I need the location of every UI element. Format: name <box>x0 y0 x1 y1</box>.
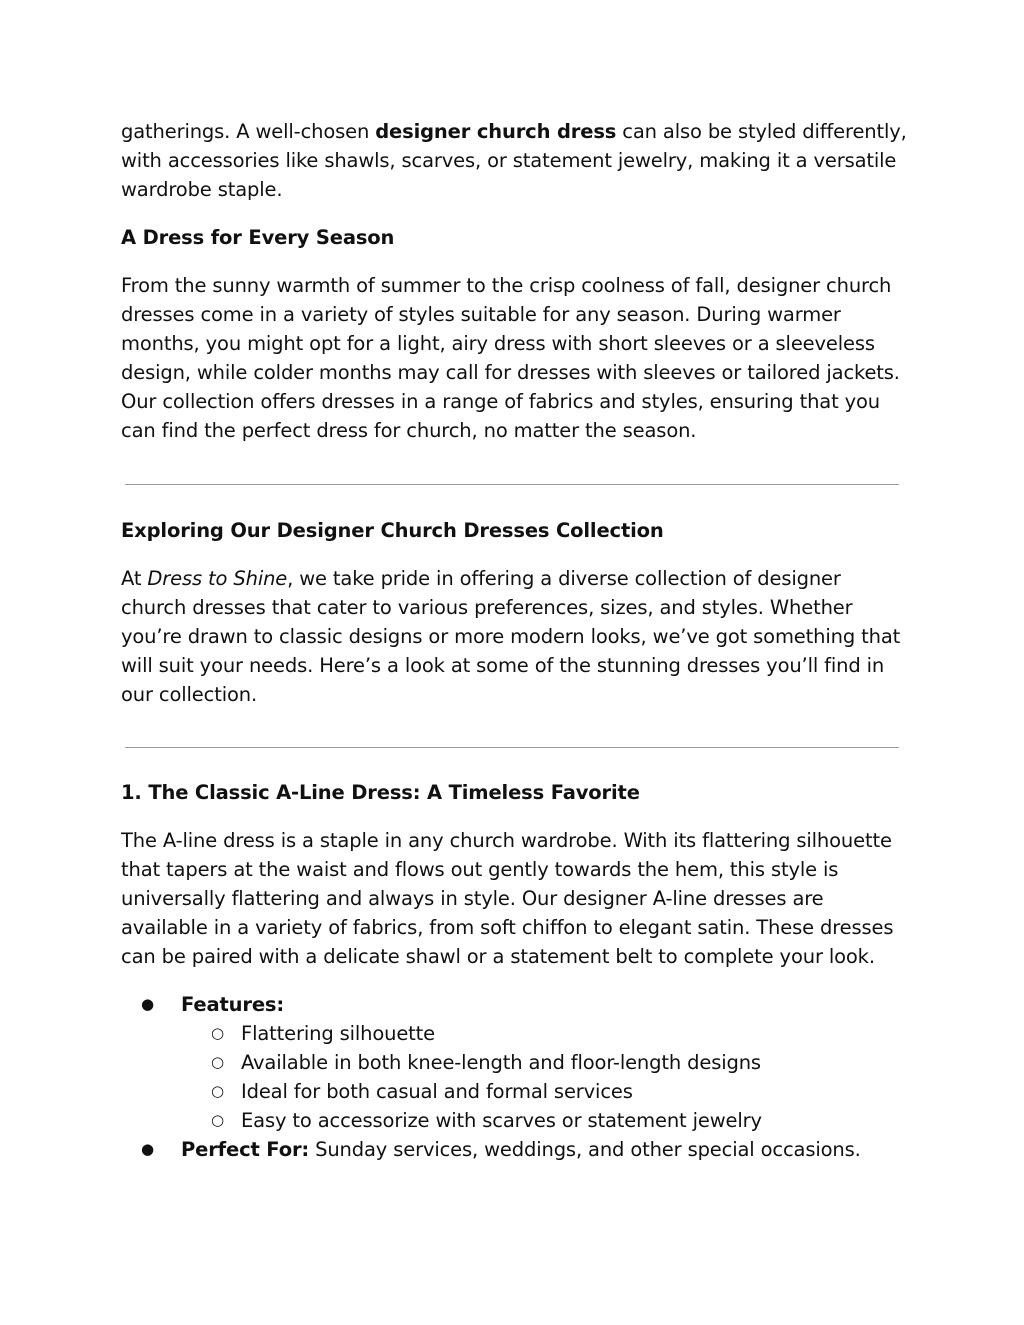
circle-bullet-icon: ○ <box>211 1082 224 1100</box>
season-heading: A Dress for Every Season <box>121 226 395 249</box>
classic-heading: 1. The Classic A-Line Dress: A Timeless Favorite <box>121 781 640 804</box>
section-divider <box>125 484 899 485</box>
explore-heading: Exploring Our Designer Church Dresses Collection <box>121 519 664 542</box>
section-divider <box>125 747 899 748</box>
list-item-perfect-for <box>141 1135 911 1164</box>
bullet-icon: ● <box>141 1140 154 1158</box>
feature-text: Available in both knee-length and floor-length designs <box>241 1051 761 1074</box>
season-paragraph: From the sunny warmth of summer to the crisp coolness of fall, designer church dresses come in a variety of styles suitable for any season. During warmer months, you might opt for a light, airy dress with short sleeves or a sleeveless design, while colder months may call for dresses with sleeves or tailored jackets. Our collection offers dresses in a range of fabrics and styles, ensuring that you can find the perfect dress for church, no matter the season. <box>121 274 900 442</box>
intro-text-before: gatherings. A well-chosen <box>121 120 376 143</box>
brand-name: Dress to Shine <box>147 567 288 590</box>
intro-text-bold: designer church dress <box>375 120 617 143</box>
circle-bullet-icon: ○ <box>211 1024 224 1042</box>
circle-bullet-icon: ○ <box>211 1053 224 1071</box>
intro-text-after: can also be styled differently, with accessories like shawls, scarves, or statement jewelry, making it a versatile wardrobe staple. <box>121 120 907 201</box>
list-item <box>211 1019 911 1048</box>
circle-bullet-icon: ○ <box>211 1111 224 1129</box>
classic-list <box>121 990 911 1164</box>
features-label: Features: <box>181 993 285 1016</box>
list-item <box>211 1077 911 1106</box>
list-item-features <box>141 990 911 1135</box>
feature-text: Flattering silhouette <box>241 1022 436 1045</box>
intro-paragraph <box>121 117 911 204</box>
list-item <box>211 1048 911 1077</box>
perfect-for-text: Sunday services, weddings, and other special occasions. <box>309 1138 861 1161</box>
explore-text-after: , we take pride in offering a diverse collection of designer church dresses that cater to various preferences, sizes, and styles. Whether you’re drawn to classic designs or more modern looks, we’ve got something that will suit your needs. Here’s a look at some of the stunning dresses you’ll find in our collection. <box>121 567 901 706</box>
list-item <box>211 1106 911 1135</box>
explore-text-before: At <box>121 567 148 590</box>
bullet-icon: ● <box>141 995 154 1013</box>
classic-paragraph: The A-line dress is a staple in any church wardrobe. With its flattering silhouette that tapers at the waist and flows out gently towards the hem, this style is universally flattering and always in style. Our designer A-line dresses are available in a variety of fabrics, from soft chiffon to elegant satin. These dresses can be paired with a delicate shawl or a statement belt to complete your look. <box>121 829 894 968</box>
feature-text: Ideal for both casual and formal services <box>241 1080 633 1103</box>
features-sublist <box>181 1019 911 1135</box>
feature-text: Easy to accessorize with scarves or statement jewelry <box>241 1109 762 1132</box>
explore-paragraph <box>121 564 911 709</box>
document-page <box>121 117 911 1164</box>
perfect-for-label: Perfect For: <box>181 1138 310 1161</box>
